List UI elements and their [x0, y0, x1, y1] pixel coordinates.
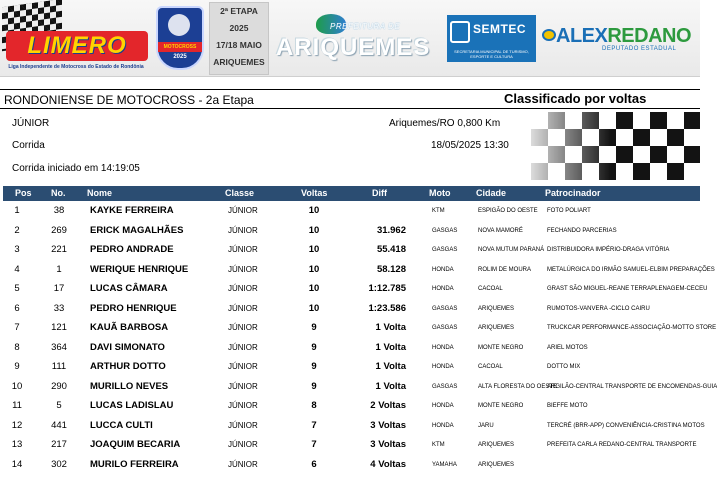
pos-cell: 8 — [14, 341, 20, 353]
table-row — [0, 435, 700, 455]
limero-wordmark: LIMERO — [6, 31, 148, 61]
class-cell: JÚNIOR — [228, 245, 258, 254]
city-cell: ARIQUEMES — [478, 442, 515, 448]
checkered-fade — [531, 112, 611, 180]
name-cell: PEDRO ANDRADE — [90, 244, 174, 255]
name-cell: ERICK MAGALHÃES — [90, 224, 184, 236]
pos-cell: 7 — [14, 322, 20, 333]
sponsor-cell: ARGILÃO-CENTRAL TRANSPORTE DE ENCOMENDAS-GUIA — [547, 383, 717, 390]
col-nome: Nome — [87, 188, 113, 198]
number-cell: 302 — [51, 458, 67, 470]
table-row — [0, 396, 700, 416]
bike-cell: KTM — [432, 208, 445, 214]
sponsor-cell: ARIEL MOTOS — [547, 344, 588, 351]
laps-cell: 9 — [311, 380, 317, 392]
table-row — [0, 279, 708, 299]
limero-tagline: Liga Independente de Motocross do Estado de Rondônia — [8, 64, 144, 70]
city-cell: ARIQUEMES — [478, 325, 515, 331]
name-cell: KAYKE FERREIRA — [90, 205, 174, 216]
pos-cell: 4 — [14, 263, 20, 275]
number-cell: 221 — [51, 244, 67, 255]
class-cell: JÚNIOR — [228, 284, 258, 293]
motocross-badge — [154, 6, 206, 72]
rider-icon — [168, 14, 190, 36]
city-cell: CACOAL — [478, 364, 503, 370]
number-cell: 290 — [51, 380, 67, 392]
number-cell: 269 — [51, 224, 67, 236]
city-cell: MONTE NEGRO — [478, 344, 524, 351]
sponsor-cell: PREFEITA CARLA REDANO-CENTRAL TRANSPORTE — [547, 442, 697, 448]
sponsor-cell: DOTTO MIX — [547, 364, 581, 370]
number-cell: 364 — [51, 341, 67, 353]
table-row — [0, 260, 715, 280]
bike-cell: GASGAS — [432, 325, 458, 331]
laps-cell: 10 — [308, 224, 320, 236]
name-cell: KAUÃ BARBOSA — [90, 322, 169, 333]
col-classe: Classe — [225, 188, 255, 198]
class-cell: JÚNIOR — [228, 303, 258, 313]
etapa-year: 2025 — [229, 23, 249, 33]
bike-cell: HONDA — [432, 266, 454, 273]
table-row — [0, 357, 700, 377]
bike-cell: HONDA — [432, 286, 454, 292]
sponsor-cell: GRAST SÃO MIGUEL-REANE TERRAPLENAGEM-CECEU — [547, 286, 708, 292]
diff-cell: 1 Volta — [375, 361, 406, 372]
pos-cell: 5 — [14, 283, 20, 294]
city-cell: ALTA FLORESTA DO OESTE — [478, 383, 558, 390]
pos-cell: 2 — [14, 224, 20, 236]
diff-cell: 3 Voltas — [370, 439, 406, 450]
number-cell: 5 — [56, 400, 62, 411]
sponsor-cell: BIEFFE MOTO — [547, 403, 588, 409]
table-row — [0, 338, 700, 358]
results-table-body — [0, 201, 717, 474]
sponsor-cell: RUMOTOS-VANVERA -CICLO CAIRU — [547, 305, 650, 312]
table-row — [0, 416, 705, 436]
datetime-label: 18/05/2025 13:30 — [431, 140, 509, 151]
city-cell: ROLIM DE MOURA — [478, 266, 532, 273]
semtec-subtitle: SECRETARIA MUNICIPAL DE TURISMO, ESPORTE E CULTURA — [454, 49, 529, 59]
number-cell: 111 — [51, 361, 67, 372]
limero-logo — [2, 3, 150, 74]
laps-cell: 7 — [311, 419, 317, 431]
classification-title: Classificado por voltas — [504, 91, 647, 106]
city-cell: NOVA MAMORÉ — [478, 227, 523, 234]
etapa-box — [209, 2, 269, 75]
laps-cell: 7 — [311, 439, 317, 450]
alex-last: REDANO — [607, 25, 692, 47]
number-cell: 1 — [56, 263, 62, 275]
diff-cell: 1 Volta — [375, 380, 406, 392]
sponsor-cell: DISTRIBUIDORA IMPÉRIO-DRAGA VITÓRIA — [547, 247, 670, 253]
class-cell: JÚNIOR — [228, 206, 258, 215]
table-row — [0, 318, 717, 338]
bike-cell: GASGAS — [432, 247, 458, 253]
pos-cell: 3 — [14, 244, 20, 255]
city-cell: CACOAL — [478, 286, 503, 292]
alex-name — [556, 25, 691, 48]
name-cell: MURILO FERREIRA — [90, 458, 179, 470]
name-cell: LUCAS LADISLAU — [90, 400, 174, 411]
pos-cell: 9 — [14, 361, 20, 372]
alex-role: DEPUTADO ESTADUAL — [602, 46, 677, 52]
number-cell: 38 — [53, 205, 65, 216]
prefeitura-small: PREFEITURA DE — [330, 22, 401, 31]
semtec-mark-icon — [450, 21, 470, 43]
city-cell: ARIQUEMES — [478, 461, 515, 468]
prefeitura-logo — [272, 12, 442, 62]
divider — [0, 89, 700, 90]
pos-cell: 14 — [11, 458, 23, 470]
col-diff: Diff — [372, 188, 387, 198]
name-cell: MURILLO NEVES — [90, 380, 169, 392]
category-label: JÚNIOR — [12, 118, 50, 129]
laps-cell: 10 — [308, 244, 320, 255]
city-cell: JARU — [478, 422, 494, 429]
sponsor-cell: FECHANDO PARCERIAS — [547, 227, 617, 234]
col-voltas: Voltas — [301, 188, 328, 198]
city-cell: ARIQUEMES — [478, 305, 515, 312]
pos-cell: 12 — [11, 419, 23, 431]
number-cell: 441 — [51, 419, 67, 431]
alex-redano-logo — [542, 24, 692, 54]
bike-cell: HONDA — [432, 422, 454, 429]
diff-cell: 2 Voltas — [370, 400, 406, 411]
class-cell: JÚNIOR — [228, 420, 258, 430]
col-moto: Moto — [429, 188, 451, 198]
diff-cell: 1:12.785 — [368, 283, 406, 294]
col-cidade: Cidade — [476, 188, 507, 198]
name-cell: DAVI SIMONATO — [90, 341, 165, 353]
class-cell: JÚNIOR — [228, 342, 258, 352]
semtec-logo — [447, 15, 536, 62]
laps-cell: 8 — [311, 400, 317, 411]
table-row — [0, 221, 700, 241]
city-cell: ESPIGÃO DO OESTE — [478, 208, 538, 214]
class-cell: JÚNIOR — [228, 440, 258, 449]
diff-cell: 1 Volta — [375, 322, 406, 333]
etapa-label: 2ª ETAPA — [220, 6, 258, 16]
city-cell: NOVA MUTUM PARANÁ — [478, 247, 545, 253]
class-cell: JÚNIOR — [228, 323, 258, 332]
number-cell: 121 — [51, 322, 67, 333]
pos-cell: 1 — [14, 205, 20, 216]
class-cell: JÚNIOR — [228, 401, 258, 410]
laps-cell: 9 — [311, 322, 317, 333]
bike-cell: YAMAHA — [432, 461, 457, 468]
class-cell: JÚNIOR — [228, 381, 258, 391]
number-cell: 33 — [53, 302, 65, 314]
diff-cell: 1 Volta — [375, 341, 406, 353]
table-row — [0, 299, 700, 319]
bike-cell: HONDA — [432, 364, 454, 370]
start-time-label: Corrida iniciado em 14:19:05 — [12, 163, 140, 174]
number-cell: 17 — [53, 283, 65, 294]
motocross-badge-label: MOTOCROSS — [158, 42, 202, 52]
etapa-city: ARIQUEMES — [213, 57, 265, 67]
diff-cell: 31.962 — [376, 224, 406, 236]
class-cell: JÚNIOR — [228, 225, 258, 235]
bike-cell: KTM — [432, 442, 445, 448]
col-no: No. — [51, 188, 66, 198]
etapa-dates: 17/18 MAIO — [216, 40, 262, 50]
sponsor-cell: METALÚRGICA DO IRMÃO SAMUEL-ELBIM PREPARAÇÕES — [547, 266, 715, 273]
class-cell: JÚNIOR — [228, 459, 258, 469]
class-cell: JÚNIOR — [228, 362, 258, 371]
laps-cell: 6 — [311, 458, 317, 470]
table-row — [0, 240, 700, 260]
bike-cell: GASGAS — [432, 383, 458, 390]
bike-cell: GASGAS — [432, 305, 458, 312]
laps-cell: 9 — [311, 361, 317, 372]
semtec-name: SEMTEC — [473, 22, 527, 36]
name-cell: LUCAS CÂMARA — [90, 283, 168, 294]
laps-cell: 9 — [311, 341, 317, 353]
race-title: RONDONIENSE DE MOTOCROSS - 2a Etapa — [4, 93, 254, 107]
laps-cell: 10 — [308, 263, 320, 275]
bike-cell: HONDA — [432, 344, 454, 351]
pos-cell: 13 — [11, 439, 23, 450]
sponsor-cell: TRUCKCAR PERFORMANCE-ASSOCIAÇÃO-MOTTO STORE — [547, 325, 717, 331]
name-cell: JOAQUIM BECARIA — [90, 439, 181, 450]
col-pos: Pos — [15, 188, 32, 198]
pos-cell: 10 — [11, 380, 23, 392]
laps-cell: 10 — [308, 205, 320, 216]
diff-cell: 3 Voltas — [370, 419, 406, 431]
laps-cell: 10 — [308, 283, 320, 294]
motocross-badge-year: 2025 — [173, 54, 187, 60]
diff-cell: 4 Voltas — [370, 458, 406, 470]
name-cell: LUCCA CULTI — [90, 419, 153, 431]
alex-first: ALEX — [556, 25, 608, 47]
alex-mark-icon — [542, 29, 556, 41]
sponsor-cell: FOTO POLIART — [547, 208, 591, 214]
name-cell: WERIQUE HENRIQUE — [90, 263, 189, 275]
pos-cell: 11 — [12, 400, 22, 411]
diff-cell: 1:23.586 — [368, 302, 406, 314]
laps-cell: 10 — [308, 302, 320, 314]
number-cell: 217 — [51, 439, 67, 450]
divider — [0, 108, 700, 109]
col-patrocinador: Patrocinador — [545, 188, 601, 198]
diff-cell: 58.128 — [376, 263, 406, 275]
session-label: Corrida — [12, 140, 45, 151]
table-row — [0, 201, 700, 221]
sponsor-banner — [0, 0, 700, 77]
sponsor-cell: TERCRÉ (BRR-APP) CONVENIÊNCIA-CRISTINA MOTOS — [547, 422, 705, 429]
table-row — [0, 377, 717, 397]
bike-cell: GASGAS — [432, 227, 458, 234]
diff-cell: 55.418 — [376, 244, 406, 255]
name-cell: PEDRO HENRIQUE — [90, 302, 177, 314]
pos-cell: 6 — [14, 302, 20, 314]
results-table-header — [3, 186, 700, 201]
table-row — [0, 455, 700, 475]
bike-cell: HONDA — [432, 403, 454, 409]
location-label: Ariquemes/RO 0,800 Km — [389, 118, 501, 129]
prefeitura-big: ARIQUEMES — [276, 34, 431, 61]
class-cell: JÚNIOR — [228, 264, 258, 274]
city-cell: MONTE NEGRO — [478, 403, 524, 409]
name-cell: ARTHUR DOTTO — [90, 361, 166, 372]
